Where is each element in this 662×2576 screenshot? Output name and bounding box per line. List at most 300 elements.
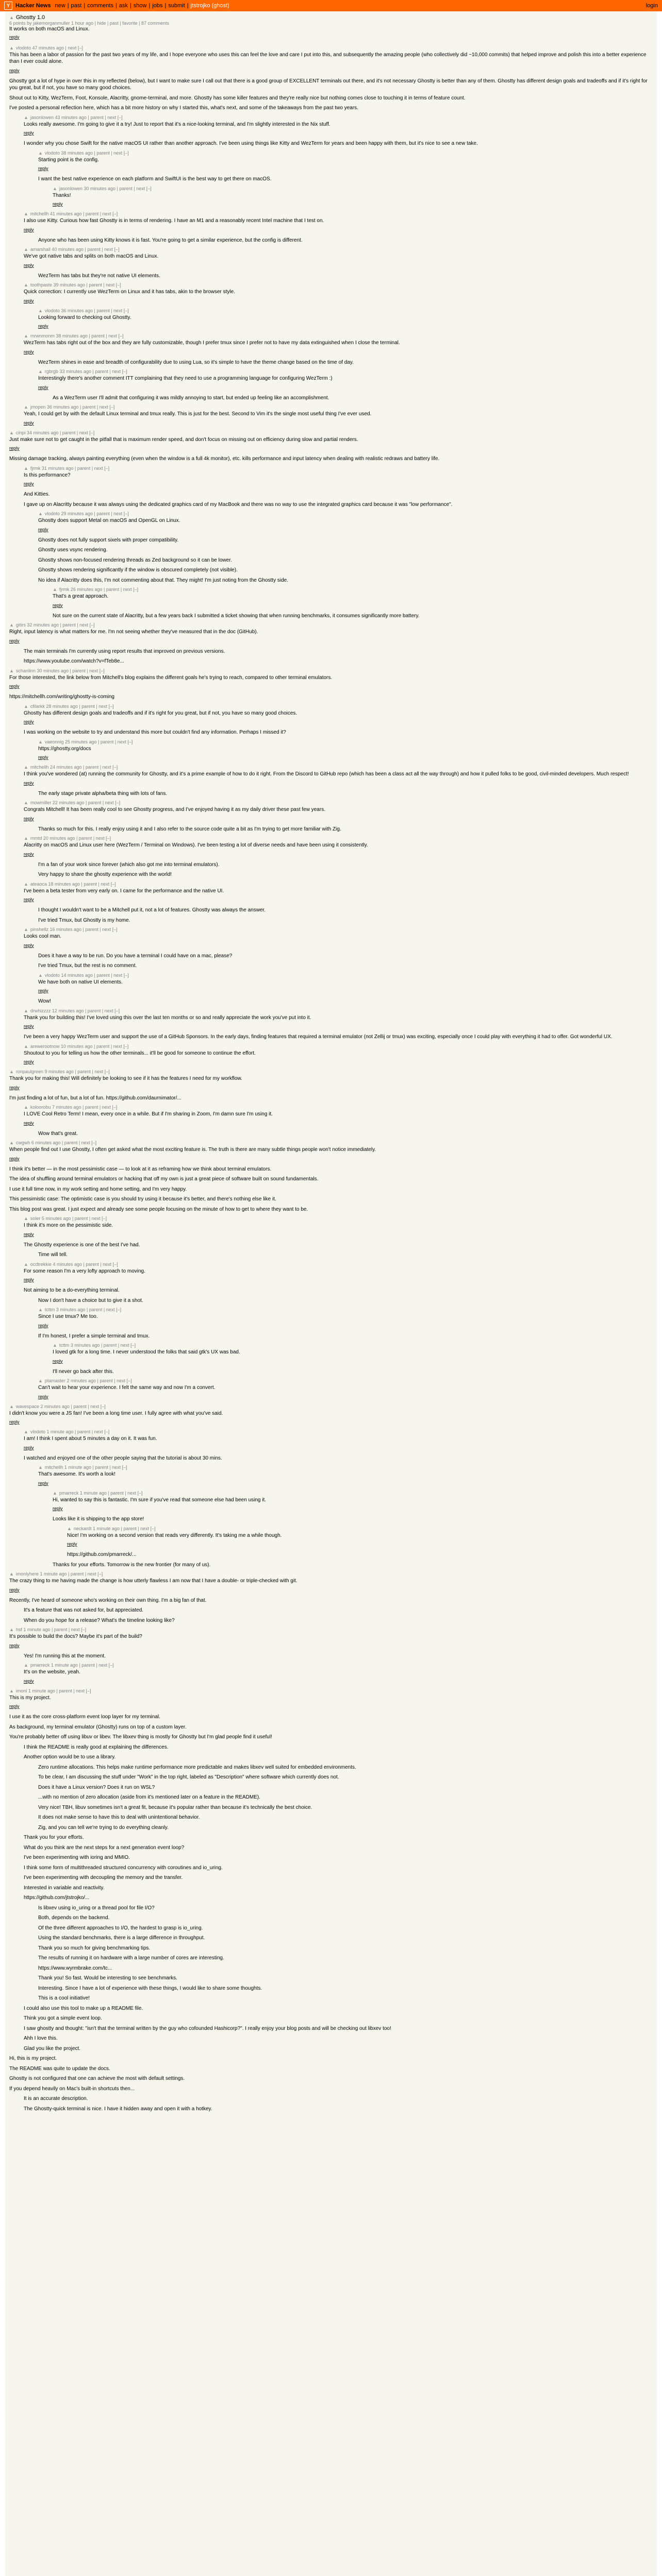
comment xyxy=(38,1774,653,1781)
comment-text: The Ghostty-quick terminal is nice. I have it hidden away and open it with a hotkey. xyxy=(24,2106,212,2112)
comment xyxy=(9,1724,653,1731)
comment xyxy=(9,668,653,691)
nav-submit[interactable]: submit xyxy=(168,3,185,9)
reply-link[interactable]: reply xyxy=(24,851,34,857)
comment xyxy=(38,1378,653,1401)
comment-text: Now I don't have a choice but to give it a shot. xyxy=(38,1297,143,1303)
comment-meta[interactable]: arewerootnow 10 minutes ago | parent | next [–] xyxy=(30,1043,129,1049)
comment-text: Interestingly there's another comment ITT complaining that they need to use a programming language for configuring WezTerm :) xyxy=(38,376,333,381)
comment xyxy=(9,1688,653,1711)
comment-meta[interactable]: jasonlowen 43 minutes ago | parent | next [–] xyxy=(30,114,123,120)
comment xyxy=(53,1562,653,1569)
upvote-icon[interactable]: ▲ xyxy=(9,1627,14,1632)
comment-text: https://github.com/jtstrojko/... xyxy=(24,1895,90,1901)
upvote-icon[interactable]: ▲ xyxy=(9,1688,14,1693)
reply-link[interactable]: reply xyxy=(67,1541,77,1547)
comment-meta[interactable]: imonlyhere 1 minute ago | parent | next [–] xyxy=(15,1571,103,1577)
upvote-icon[interactable]: ▲ xyxy=(24,333,28,338)
comment-text: Shout out to Kitty, WezTerm, Foot, Konsole, Alacritty, gnome-terminal, and more. Ghostty has some killer features and they're really nice but nothing comes close to touching it in terms of feature count. xyxy=(9,95,466,101)
y-logo-icon[interactable]: Y xyxy=(4,2,12,10)
reply-link[interactable]: reply xyxy=(24,897,34,902)
reply-link[interactable]: reply xyxy=(9,1704,20,1709)
comment-text: As a WezTerm user I'll admit that configuring it was mildly annoying to start, but ended up feeling like an accomplishment. xyxy=(53,395,329,401)
comment xyxy=(24,1262,653,1284)
comment xyxy=(9,1176,653,1183)
upvote-icon[interactable]: ▲ xyxy=(24,1261,28,1267)
comment-text: https://www.youtube.com/watch?v=fTeb8e... xyxy=(24,658,124,664)
comment xyxy=(53,186,653,209)
comment-meta[interactable]: jmopen 36 minutes ago | parent | next [–] xyxy=(30,404,115,410)
reply-link[interactable]: reply xyxy=(53,201,63,207)
upvote-icon[interactable]: ▲ xyxy=(67,1526,72,1531)
reply-link[interactable]: reply xyxy=(24,481,34,486)
reply-link[interactable]: reply xyxy=(24,1059,34,1064)
comment-meta[interactable]: pmarreck 1 minute ago | parent | next [–] xyxy=(59,1490,143,1496)
upvote-icon[interactable]: ▲ xyxy=(38,972,43,978)
comment-meta[interactable]: cinpi 34 minutes ago | parent | next [–] xyxy=(15,430,95,435)
comment xyxy=(38,1965,653,1972)
reply-link[interactable]: reply xyxy=(38,988,48,993)
comment xyxy=(9,1166,653,1173)
upvote-icon[interactable]: ▲ xyxy=(24,1008,28,1013)
comment xyxy=(9,95,653,102)
nav-new[interactable]: new xyxy=(55,3,65,9)
comment xyxy=(24,1754,653,1761)
comment-text: Ghostty uses vsync rendering. xyxy=(38,547,108,553)
reply-link[interactable]: reply xyxy=(24,1445,34,1450)
reply-link[interactable]: reply xyxy=(38,1394,48,1399)
reply-link[interactable]: reply xyxy=(24,262,34,268)
reply-link[interactable]: reply xyxy=(24,1024,34,1029)
comment-meta[interactable]: tcttm 3 minutes ago | parent | next [–] xyxy=(44,1307,122,1312)
comment-text: https://www.wyrmbrake.com/tc... xyxy=(38,1965,112,1971)
comment-text: WezTerm has tabs right out of the box and they are fully customizable, though I prefer tmux since I prefer not to have my data extinguished when I close the terminal. xyxy=(24,340,400,346)
reply-link[interactable]: reply xyxy=(9,1642,20,1648)
comment xyxy=(9,693,653,701)
comment-meta[interactable]: toothpaste 39 minutes ago | parent | next [–] xyxy=(30,282,121,287)
comment-text: Looks cool man. xyxy=(24,934,61,939)
reply-link[interactable]: reply xyxy=(24,942,34,948)
reply-link[interactable]: reply xyxy=(9,1156,20,1161)
reply-link[interactable]: reply xyxy=(24,1120,34,1126)
upvote-icon[interactable]: ▲ xyxy=(53,587,57,592)
comment-meta[interactable]: mitchellh 24 minutes ago | parent | next [–] xyxy=(30,765,118,770)
comment xyxy=(38,511,653,534)
comment-meta[interactable]: koloorobu 7 minutes ago | parent | next [–] xyxy=(30,1105,118,1110)
reply-link[interactable]: reply xyxy=(9,446,20,451)
upvote-icon[interactable]: ▲ xyxy=(24,1105,28,1110)
comment xyxy=(38,1804,653,1811)
comment xyxy=(24,882,653,904)
reply-link[interactable]: reply xyxy=(24,349,34,354)
upvote-icon[interactable]: ▲ xyxy=(24,1216,28,1221)
comment-meta[interactable]: ptamaster 2 minutes ago | parent | next [–] xyxy=(44,1378,132,1383)
reply-link[interactable]: reply xyxy=(38,1480,48,1486)
comment xyxy=(24,800,653,823)
comment-text: Ghostty shows rendering significantly if the window is obscured completely (not visible). xyxy=(38,567,238,573)
story-title[interactable]: Ghostty 1.0 xyxy=(15,14,45,21)
comment xyxy=(24,2035,653,2042)
upvote-icon[interactable]: ▲ xyxy=(9,1403,14,1409)
comment-text: Congrats Mitchell! It has been really cool to see Ghostty progress, and I've enjoyed having it as my daily driver these past few years. xyxy=(24,807,325,812)
upvote-icon[interactable]: ▲ xyxy=(9,668,14,673)
upvote-icon[interactable]: ▲ xyxy=(24,765,28,770)
comment-meta[interactable]: neckardt 1 minute ago | parent | next [–] xyxy=(73,1526,156,1531)
comment xyxy=(38,826,653,833)
comment-text: Thanks for your efforts. Tomorrow is the new frontier (for many of us). xyxy=(53,1562,211,1568)
upvote-icon[interactable]: ▲ xyxy=(24,881,28,887)
comment xyxy=(9,2075,653,2082)
comment xyxy=(24,1844,653,1852)
nav-show[interactable]: show xyxy=(133,3,147,9)
comment-text: Interested in variable and reactivity. xyxy=(24,1885,105,1891)
comment xyxy=(38,1914,653,1922)
upvote-icon[interactable]: ▲ xyxy=(9,1571,14,1577)
comment-text: I want the best native experience on each platform and SwiftUI is the best way to get there on macOS. xyxy=(38,176,272,182)
reply-link[interactable]: reply xyxy=(38,527,48,532)
comment-text: I loved gtk for a long time. I never understood the folks that said gtk's UX was bad. xyxy=(53,1349,240,1355)
comment-text: Hi, this is my project. xyxy=(9,2056,57,2061)
upvote-icon[interactable]: ▲ xyxy=(9,622,14,628)
comment xyxy=(24,466,653,488)
comment xyxy=(67,1526,653,1549)
nav-active-item[interactable]: jtstrojko (ghost) xyxy=(190,3,229,9)
comment-meta[interactable]: mowmiller 22 minutes ago | parent | next [–] xyxy=(30,800,121,805)
comment-text: Anyone who has been using Kitty knows it is fast. You're going to get a similar experience, but the config is different. xyxy=(38,237,303,243)
upvote-icon[interactable]: ▲ xyxy=(38,150,43,156)
comment-text: This pessimistic case: The optimistic case is you should try using it because it's better, and there's nothing else like it. xyxy=(9,1196,276,1202)
comment-meta[interactable]: vlodoto 36 minutes ago | parent | next [–] xyxy=(44,308,129,313)
reply-link[interactable]: reply xyxy=(9,638,20,643)
reply-link[interactable]: reply xyxy=(9,684,20,689)
comment-meta[interactable]: vaeonnig 25 minutes ago | parent | next [–] xyxy=(44,739,133,744)
comment-text: For some reason I'm a very lofty approach to moving. xyxy=(24,1268,145,1274)
reply-link[interactable]: reply xyxy=(38,755,48,760)
reply-link[interactable]: reply xyxy=(38,1323,48,1328)
comment xyxy=(24,140,653,147)
upvote-icon[interactable]: ▲ xyxy=(53,1343,57,1348)
comment xyxy=(24,404,653,427)
reply-link[interactable]: reply xyxy=(24,1678,34,1684)
comment-text: This is my project. xyxy=(9,1694,51,1701)
comment xyxy=(9,1714,653,1721)
comment xyxy=(24,927,653,950)
comment xyxy=(38,1814,653,1821)
comment xyxy=(9,105,653,112)
comment xyxy=(24,658,653,665)
comment xyxy=(53,1343,653,1365)
comment-text: Can't wait to hear your experience. I felt the same way and now I'm a convert. xyxy=(38,1385,216,1391)
comment xyxy=(24,1008,653,1031)
comment-meta[interactable]: tcttm 3 minutes ago | parent | next [–] xyxy=(59,1343,136,1348)
comment-text: The README was quite to update the docs. xyxy=(9,2065,110,2072)
comment xyxy=(9,1597,653,1604)
upvote-icon[interactable]: ▲ xyxy=(53,185,57,191)
upvote-icon[interactable]: ▲ xyxy=(24,800,28,805)
upvote-icon[interactable]: ▲ xyxy=(24,1043,28,1049)
comment-meta[interactable]: rgbrgb 33 minutes ago | parent | next [–] xyxy=(44,369,127,374)
comment-meta[interactable]: gitirs 32 minutes ago | parent | next [–] xyxy=(15,622,95,628)
comment-text: https://ghostty.org/docs xyxy=(38,745,91,752)
upvote-icon[interactable]: ▲ xyxy=(24,282,28,287)
comment xyxy=(38,557,653,564)
reply-link[interactable]: reply xyxy=(24,130,34,135)
comment-text: I've posted a personal reflection here, which has a bit more history on why I started this, what's next, and some of the takeaways from the past two years. xyxy=(9,105,358,111)
nav-separator: | xyxy=(84,3,86,9)
comment-meta[interactable]: ronpaulgreen 9 minutes ago | parent | next [–] xyxy=(15,1069,110,1074)
comment-text: Wow that's great. xyxy=(38,1130,78,1137)
upvote-icon[interactable]: ▲ xyxy=(24,114,28,120)
comment xyxy=(38,1784,653,1791)
comment-text: If I'm honest, I prefer a simple terminal and tmux. xyxy=(38,1333,150,1339)
comment xyxy=(38,1764,653,1771)
comment-text: Since I use tmux? Me too. xyxy=(38,1314,98,1319)
comment-text: Thank you for making this! Will definitely be looking to see if it has the features I need for my workflow. xyxy=(9,1076,242,1081)
comment xyxy=(24,2015,653,2022)
comment xyxy=(9,2055,653,2062)
comment xyxy=(38,1824,653,1832)
comment-text: Glad you like the project. xyxy=(24,2045,81,2052)
site-name[interactable]: Hacker News xyxy=(15,3,51,9)
comment xyxy=(24,247,653,269)
comment-text: Ghostty does not fully support sixels with proper compatibility. xyxy=(38,537,179,543)
comment-text: I've tried Tmux, but Ghostty is my home. xyxy=(38,917,130,923)
nav-separator: | xyxy=(164,3,167,9)
comment-text: To be clear, I am discussing the stuff under "Work" in the top right, labeled as "Description" where software which currently does not. xyxy=(38,1774,339,1780)
comment-text: Is this performance? xyxy=(24,472,71,478)
reply-link[interactable]: reply xyxy=(9,1084,20,1090)
upvote-icon[interactable]: ▲ xyxy=(38,1465,43,1470)
comment-meta[interactable]: drwhizzzz 12 minutes ago | parent | next [–] xyxy=(30,1008,120,1013)
nav-separator: | xyxy=(148,3,151,9)
comment-text: If you depend heavily on Mac's built-in shortcuts then... xyxy=(9,2086,135,2092)
nav-past[interactable]: past xyxy=(71,3,82,9)
comment-text: https://github.com/pmarreck/... xyxy=(67,1552,137,1557)
comment xyxy=(38,1945,653,1952)
reply-link[interactable]: reply xyxy=(24,420,34,426)
comment xyxy=(53,1368,653,1376)
comment-meta[interactable]: schanlinn 30 minutes ago | parent | next [–] xyxy=(15,668,105,673)
upvote-icon[interactable]: ▲ xyxy=(24,836,28,841)
comment-meta[interactable]: imonl 1 minute ago | parent | next [–] xyxy=(15,1688,91,1693)
upvote-icon[interactable]: ▲ xyxy=(38,739,43,744)
reply-link[interactable]: reply xyxy=(9,1587,20,1592)
comment-text: Just make sure not to get caught in the pitfall that is maximum render speed, and don't focus on missing out on efficiency during slow and partial renders. xyxy=(9,436,358,443)
comment xyxy=(53,587,653,609)
comment xyxy=(38,176,653,183)
comment-text: Ghostty got a lot of hype in over this in my reflected (below), but I want to make sure I call out that there is a good group of EXCELLENT terminals out there, and it's not necessary Ghostty is better than any of them. Ghostty has different design goals and tradeoffs and if it's right for you great, but if not, you have so many good choices. xyxy=(9,78,648,91)
comment-text: I could also use this tool to make up a README file. xyxy=(24,2005,143,2011)
comment-text: I've tried Tmux, but the rest is no comment. xyxy=(38,963,137,969)
comment-text: Right, input latency is what matters for me. I'm not seeing whether they've measured that in the doc (GitHub). xyxy=(9,629,258,635)
upvote-icon[interactable]: ▲ xyxy=(24,211,28,216)
comment xyxy=(38,1333,653,1340)
reply-link[interactable]: reply xyxy=(24,719,34,724)
comment xyxy=(24,836,653,858)
comment xyxy=(24,1455,653,1462)
comment-text: WezTerm has tabs but they're not native UI elements. xyxy=(38,273,160,279)
upvote-icon[interactable]: ▲ xyxy=(24,1663,28,1668)
comment xyxy=(9,1734,653,1741)
comment-text: Time will tell. xyxy=(38,1252,68,1258)
comment xyxy=(38,237,653,244)
comment xyxy=(53,1516,653,1523)
comment-meta[interactable]: cwgwh 6 minutes ago | parent | next [–] xyxy=(15,1140,97,1145)
reply-link[interactable]: reply xyxy=(53,1358,63,1364)
comment-meta[interactable]: hsf 1 minute ago | parent | next [–] xyxy=(15,1627,87,1632)
reply-link[interactable]: reply xyxy=(24,1231,34,1237)
reply-link[interactable]: reply xyxy=(9,67,20,73)
reply-link[interactable]: reply xyxy=(24,1277,34,1282)
comment xyxy=(38,1794,653,1801)
comment-text: Is libxev using io_uring or a thread pool for file I/O? xyxy=(38,1905,155,1911)
comment-text: I also use Kitty. Curious how fast Ghostty is in terms of rendering. I have an M1 and a reasonably recent Intel machine that I test on. xyxy=(24,218,324,224)
comment-meta[interactable]: ocdtrekkie 4 minutes ago | parent | next [–] xyxy=(30,1261,118,1267)
comment xyxy=(9,1069,653,1092)
nav-separator: | xyxy=(67,3,69,9)
nav-ask[interactable]: ask xyxy=(119,3,128,9)
comment-text: Does it have a way to be run. Do you have a terminal I could have on a mac, please? xyxy=(38,953,233,959)
upvote-icon[interactable]: ▲ xyxy=(24,247,28,252)
comment-text: I've been experimenting with decoupling the memory and the transfer. xyxy=(24,1875,183,1880)
comment-meta[interactable]: fjrmk 26 minutes ago | parent | next [–] xyxy=(59,587,139,592)
nav-jobs[interactable]: jobs xyxy=(152,3,163,9)
comment-meta[interactable]: vlodoto 1 minute ago | parent | next [–] xyxy=(30,1429,110,1434)
comment-meta[interactable]: mitchellh 41 minutes ago | parent | next [–] xyxy=(30,211,118,216)
reply-link[interactable]: reply xyxy=(38,384,48,390)
comment xyxy=(24,1287,653,1294)
comment xyxy=(24,1429,653,1452)
comment xyxy=(38,567,653,574)
comment-text: Not sure on the current state of Alacritty, but a few years back I submitted a ticket showing that when running benchmarks, it consumes significantly more battery. xyxy=(53,613,420,619)
comment-meta[interactable]: soler 5 minutes ago | parent | next [–] xyxy=(30,1216,107,1221)
nav-comments[interactable]: comments xyxy=(87,3,113,9)
reply-link[interactable]: reply xyxy=(53,1506,63,1511)
comment-text: Wow! xyxy=(38,998,51,1004)
comment-text: Ghostty does support Metal on macOS and OpenGL on Linux. xyxy=(38,518,180,523)
comment-text: Does it have a Linux version? Does it run on WSL? xyxy=(38,1784,155,1790)
comment-text: Zero runtime allocations. This helps make runtime performance more predictable and makes libxev well suited for embedded environments. xyxy=(38,1764,356,1770)
upvote-icon[interactable]: ▲ xyxy=(38,369,43,374)
reply-link[interactable]: reply xyxy=(24,780,34,786)
reply-link[interactable]: reply xyxy=(9,1419,20,1425)
comment xyxy=(24,729,653,736)
comment-meta[interactable]: vlodoto 29 minutes ago | parent | next [–] xyxy=(44,511,129,516)
comment-meta[interactable]: vlodoto 38 minutes ago | parent | next [–] xyxy=(44,150,129,156)
comment xyxy=(38,273,653,280)
reply-link[interactable]: reply xyxy=(24,816,34,821)
upvote-icon[interactable]: ▲ xyxy=(9,15,14,20)
comment-meta[interactable]: mrwnmonm 38 minutes ago | parent | next [–] xyxy=(30,333,124,338)
comment xyxy=(24,491,653,498)
comment xyxy=(24,1653,653,1660)
reply-link[interactable]: reply xyxy=(38,166,48,171)
comment-text: When do you hope for a release? What's the timeline looking like? xyxy=(24,1617,175,1623)
comment-meta[interactable]: mmtd 20 minutes ago | parent | next [–] xyxy=(30,836,111,841)
comment-text: I've been a very happy WezTerm user and support the use of a GitHub Sponsors. In the early days, finding features that required a terminal emulator (not Zellij or tmux) was exciting, especially once I could play with everything it had to offer. Got wonderful UX. xyxy=(24,1034,613,1040)
comment-meta[interactable]: cfilarkk 28 minutes ago | parent | next [–] xyxy=(30,703,114,709)
comment-text: I think it's better — in the most pessimistic case — to look at it as reframing how we think about terminal emulators. xyxy=(9,1166,272,1172)
comment-meta[interactable]: ateaoca 18 minutes ago | parent | next [–] xyxy=(30,881,116,887)
comment-text: It is an accurate description. xyxy=(24,2096,88,2102)
comment-text: I've been a beta tester from very early on. I came for the performance and the native UI. xyxy=(24,888,224,894)
comment-text: We have both on native UI elements. xyxy=(38,979,123,985)
upvote-icon[interactable]: ▲ xyxy=(53,1490,57,1496)
comment xyxy=(38,1995,653,2002)
comment-text: Missing damage tracking, always painting everything (even when the window is a full 4k monitor), etc. kills performance and input latency when dealing with realistic redraws and battery life. xyxy=(9,456,440,462)
upvote-icon[interactable]: ▲ xyxy=(24,1429,28,1434)
comment-meta[interactable]: jasonlowen 30 minutes ago | parent | next [–] xyxy=(59,185,152,191)
comment-text: I didn't know you were a JS fan! I've been a long time user. I fully agree with what you've said. xyxy=(9,1410,223,1416)
comment xyxy=(24,1885,653,1892)
comment xyxy=(53,613,653,620)
upvote-icon[interactable]: ▲ xyxy=(24,703,28,709)
reply-link[interactable]: reply xyxy=(24,298,34,303)
comment xyxy=(38,1955,653,1962)
comment-meta[interactable]: fjrmk 31 minutes ago | parent | next [–] xyxy=(30,465,110,471)
comment-text: The idea of shuffling around terminal emulators or hacking that off my own is just a great piece of software built on sound fundamentals. xyxy=(9,1176,319,1182)
comment-text: I think you've wondered (at) running the community for Ghostty, and it's a prime example of how to do it right. From the Discord to GitHub repo (which has been a class act all the way through) and how it pulled folks to be good, civil-minded developers. Much respect! xyxy=(24,771,629,777)
upvote-icon[interactable]: ▲ xyxy=(24,465,28,471)
upvote-icon[interactable]: ▲ xyxy=(38,1378,43,1383)
comment-tree xyxy=(9,45,653,2113)
comment-text: I'll never go back after this. xyxy=(53,1368,114,1375)
comment-meta[interactable]: vlodoto 14 minutes ago | parent | next [–] xyxy=(44,972,129,978)
upvote-icon[interactable]: ▲ xyxy=(9,1069,14,1074)
top-bar xyxy=(0,0,662,11)
upvote-icon[interactable]: ▲ xyxy=(38,308,43,313)
comment-text: Using the standard benchmarks, there is a large difference in throughput. xyxy=(38,1935,205,1941)
nav-links xyxy=(55,3,231,9)
reply-link[interactable]: reply xyxy=(24,227,34,232)
reply-link[interactable]: reply xyxy=(53,602,63,608)
comment-meta[interactable]: vlodoto 47 minutes ago | next [–] xyxy=(15,45,83,50)
story-text: It works on both macOS and Linux. xyxy=(9,26,90,32)
comment-meta[interactable]: pinshellz 16 minutes ago | parent | next [–] xyxy=(30,927,118,932)
comment-meta[interactable]: mitchellh 1 minute ago | parent | next [–] xyxy=(44,1465,127,1470)
comment xyxy=(38,973,653,995)
comment-text: I wonder why you chose Swift for the native macOS UI rather than another approach. I've been using things like Kitty and WezTerm for years and been happy with them, but it's nice to see a new take. xyxy=(24,141,478,146)
comment xyxy=(38,1297,653,1304)
reply-link[interactable]: reply xyxy=(38,324,48,329)
comment xyxy=(38,1905,653,1912)
comment-meta[interactable]: wavespace 2 minutes ago | parent | next [–] xyxy=(15,1403,106,1409)
upvote-icon[interactable]: ▲ xyxy=(9,430,14,435)
story-reply-link[interactable]: reply xyxy=(9,34,20,40)
upvote-icon[interactable]: ▲ xyxy=(9,1140,14,1145)
upvote-icon[interactable]: ▲ xyxy=(9,45,14,50)
upvote-icon[interactable]: ▲ xyxy=(38,1307,43,1312)
comment xyxy=(38,1307,653,1330)
upvote-icon[interactable]: ▲ xyxy=(24,404,28,410)
nav-separator: | xyxy=(129,3,131,9)
comment xyxy=(24,1216,653,1239)
comment xyxy=(9,430,653,453)
comment-text: Interesting. Since I have a lot of experience with these things, I would like to share some thoughts. xyxy=(38,1985,262,1991)
login-link[interactable]: login xyxy=(646,3,658,9)
comment-text: Ghostty has different design goals and tradeoffs and if it's right for you great, but if not, you have so many good choices. xyxy=(24,710,297,716)
upvote-icon[interactable]: ▲ xyxy=(38,511,43,516)
comment xyxy=(38,962,653,970)
comment-meta[interactable]: amarshall 40 minutes ago | parent | next [–] xyxy=(30,247,120,252)
upvote-icon[interactable]: ▲ xyxy=(24,927,28,932)
comment-text: Thank you! So fast. Would be interesting to see benchmarks. xyxy=(38,1975,177,1981)
comment-text: Nice! I'm working on a second version that reads very differently. It's taking me a while though. xyxy=(67,1532,282,1538)
comment-text: It does not make sense to have this to deal with unintentional behavior. xyxy=(38,1815,200,1820)
comment-meta[interactable]: pmarreck 1 minute ago | parent | next [–] xyxy=(30,1663,114,1668)
comment xyxy=(38,998,653,1005)
comment-text: I use it full time now, in my work setting and home setting, and I'm very happy. xyxy=(9,1186,187,1192)
